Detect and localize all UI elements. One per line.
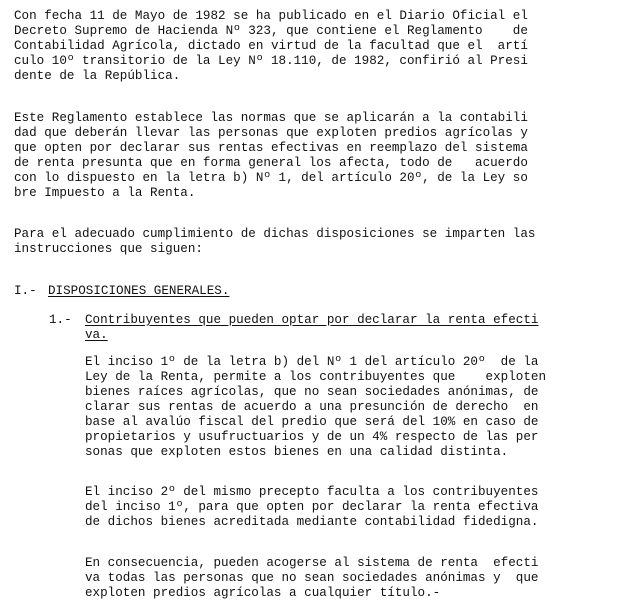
- text-line: Para el adecuado cumplimiento de dichas disposiciones se imparten las: [14, 227, 536, 241]
- text-line: va todas las personas que no sean sociedades anónimas y que: [85, 571, 539, 585]
- text-line: sonas que exploten estos bienes en una calidad distinta.: [85, 445, 509, 459]
- text-line: que opten por declarar sus rentas efectivas en reemplazo del sistema: [14, 141, 528, 155]
- text-line: bienes raíces agrícolas, que no sean sociedades anónimas, de: [85, 385, 539, 399]
- text-line: El inciso 2º del mismo precepto faculta a los contribuyentes: [85, 485, 539, 499]
- text-line: del inciso 1º, para que opten por declarar la renta efectiva: [85, 500, 539, 514]
- section-number: I.-: [14, 284, 37, 298]
- subsection-title-line: Contribuyentes que pueden optar por declarar la renta efecti: [85, 313, 539, 327]
- text-line: de renta presunta que en forma general los afecta, todo de acuerdo: [14, 156, 528, 170]
- text-line: bre Impuesto a la Renta.: [14, 186, 196, 200]
- text-line: instrucciones que siguen:: [14, 242, 203, 256]
- text-line: con lo dispuesto en la letra b) Nº 1, del artículo 20º, de la Ley so: [14, 171, 528, 185]
- text-line: culo 10º transitorio de la Ley Nº 18.110, de 1982, confirió al Presi: [14, 54, 528, 68]
- text-line: dente de la República.: [14, 69, 181, 83]
- text-line: Contabilidad Agrícola, dictado en virtud de la facultad que el artí: [14, 39, 528, 53]
- text-line: dad que deberán llevar las personas que exploten predios agrícolas y: [14, 126, 528, 140]
- text-line: propietarios y usufructuarios y de un 4% respecto de las per: [85, 430, 539, 444]
- text-line: de dichos bienes acreditada mediante contabilidad fidedigna.: [85, 515, 539, 529]
- text-line: En consecuencia, pueden acogerse al sistema de renta efecti: [85, 556, 539, 570]
- text-line: Decreto Supremo de Hacienda Nº 323, que contiene el Reglamento de: [14, 24, 528, 38]
- text-line: Este Reglamento establece las normas que se aplicarán a la contabili: [14, 111, 528, 125]
- text-line: base al avalúo fiscal del predio que será del 10% en caso de: [85, 415, 539, 429]
- text-line: El inciso 1º de la letra b) del Nº 1 del artículo 20º de la: [85, 355, 539, 369]
- section-title: DISPOSICIONES GENERALES.: [48, 284, 230, 298]
- subsection-title-line: va.: [85, 328, 108, 342]
- subsection-number: 1.-: [49, 313, 72, 327]
- text-line: Con fecha 11 de Mayo de 1982 se ha publicado en el Diario Oficial el: [14, 9, 528, 23]
- text-line: Ley de la Renta, permite a los contribuyentes que exploten: [85, 370, 547, 384]
- text-line: exploten predios agrícolas a cualquier título.-: [85, 586, 441, 600]
- text-line: clarar sus rentas de acuerdo a una presunción de derecho en: [85, 400, 539, 414]
